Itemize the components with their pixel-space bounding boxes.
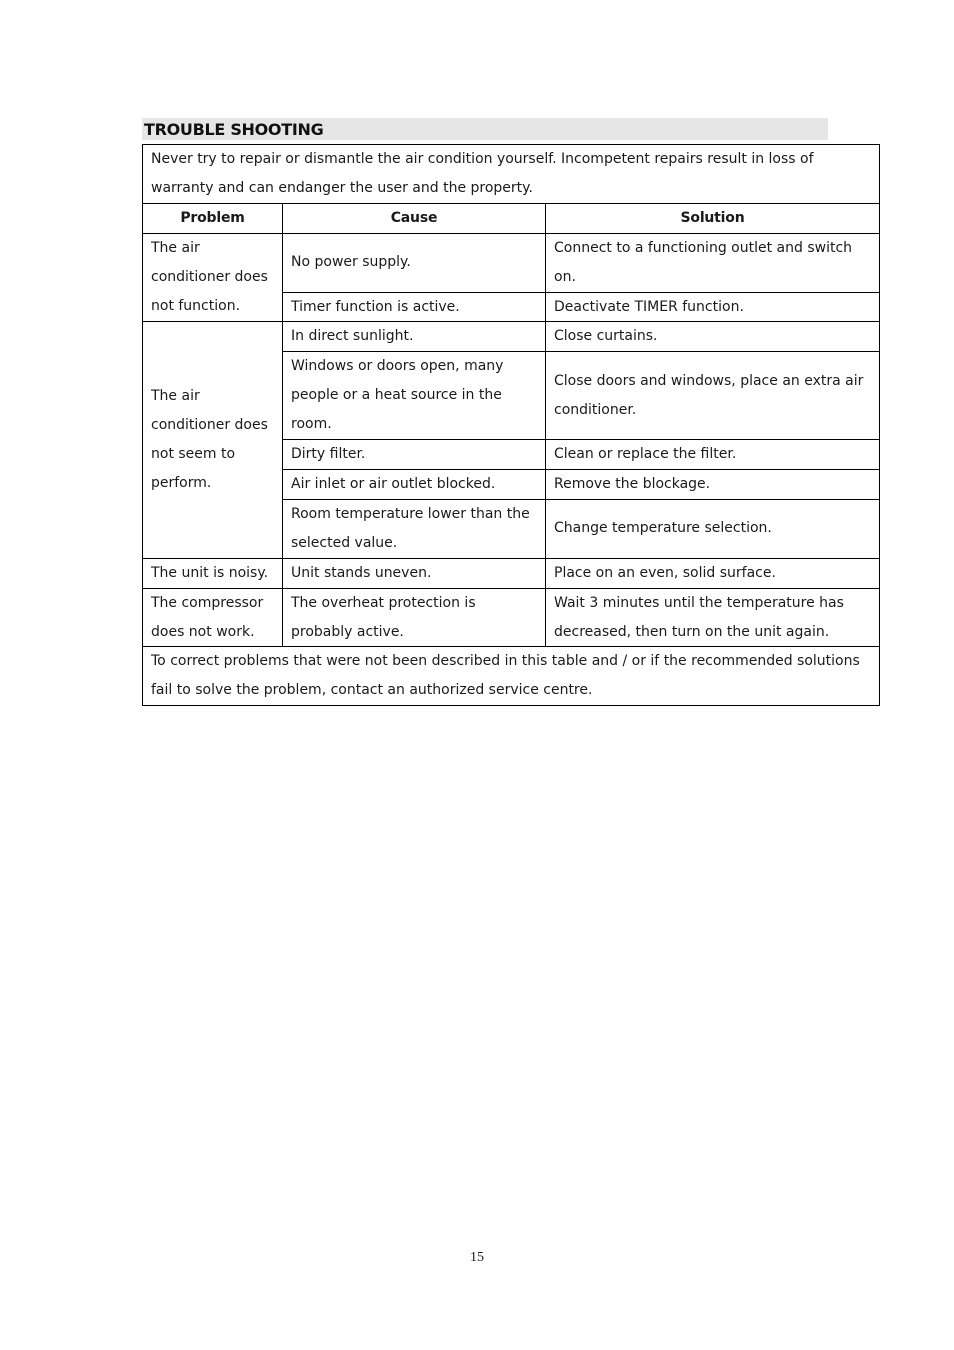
table-row [143,322,880,352]
footer-note-row [143,647,880,706]
cause-cell: Air inlet or air outlet blocked. [283,469,546,499]
solution-cell: Close curtains. [546,322,880,352]
header-cause: Cause [283,203,546,233]
header-solution: Solution [546,203,880,233]
header-problem: Problem [143,203,283,233]
cause-cell: Windows or doors open, many people or a heat source in the room. [283,352,546,440]
solution-cell: Connect to a functioning outlet and switch on. [546,233,880,292]
page-number: 15 [470,1250,484,1265]
cause-cell: The overheat protection is probably active. [283,588,546,647]
cause-cell: Dirty filter. [283,440,546,470]
cause-cell: Room temperature lower than the selected value. [283,499,546,558]
table-row [143,233,880,292]
warning-row [143,145,880,204]
troubleshooting-table [142,144,880,706]
problem-cell: The compressor does not work. [143,588,283,647]
cause-cell: Timer function is active. [283,292,546,322]
table-row [143,558,880,588]
warning-text: Never try to repair or dismantle the air condition yourself. Incompetent repairs result in loss of warranty and can endanger the user and the property. [143,145,880,204]
solution-cell: Close doors and windows, place an extra air conditioner. [546,352,880,440]
solution-cell: Deactivate TIMER function. [546,292,880,322]
cause-cell: No power supply. [283,233,546,292]
cause-cell: Unit stands uneven. [283,558,546,588]
solution-cell: Remove the blockage. [546,469,880,499]
solution-cell: Place on an even, solid surface. [546,558,880,588]
section-title: TROUBLE SHOOTING [144,120,324,139]
solution-cell: Change temperature selection. [546,499,880,558]
section-heading-bar [142,118,828,140]
problem-cell: The unit is noisy. [143,558,283,588]
footer-note: To correct problems that were not been described in this table and / or if the recommended solutions fail to solve the problem, contact an authorized service centre. [143,647,880,706]
cause-cell: In direct sunlight. [283,322,546,352]
problem-cell: The air conditioner does not seem to perform. [143,322,283,558]
header-row [143,203,880,233]
problem-cell: The air conditioner does not function. [143,233,283,322]
solution-cell: Clean or replace the filter. [546,440,880,470]
table-row [143,588,880,647]
solution-cell: Wait 3 minutes until the temperature has decreased, then turn on the unit again. [546,588,880,647]
